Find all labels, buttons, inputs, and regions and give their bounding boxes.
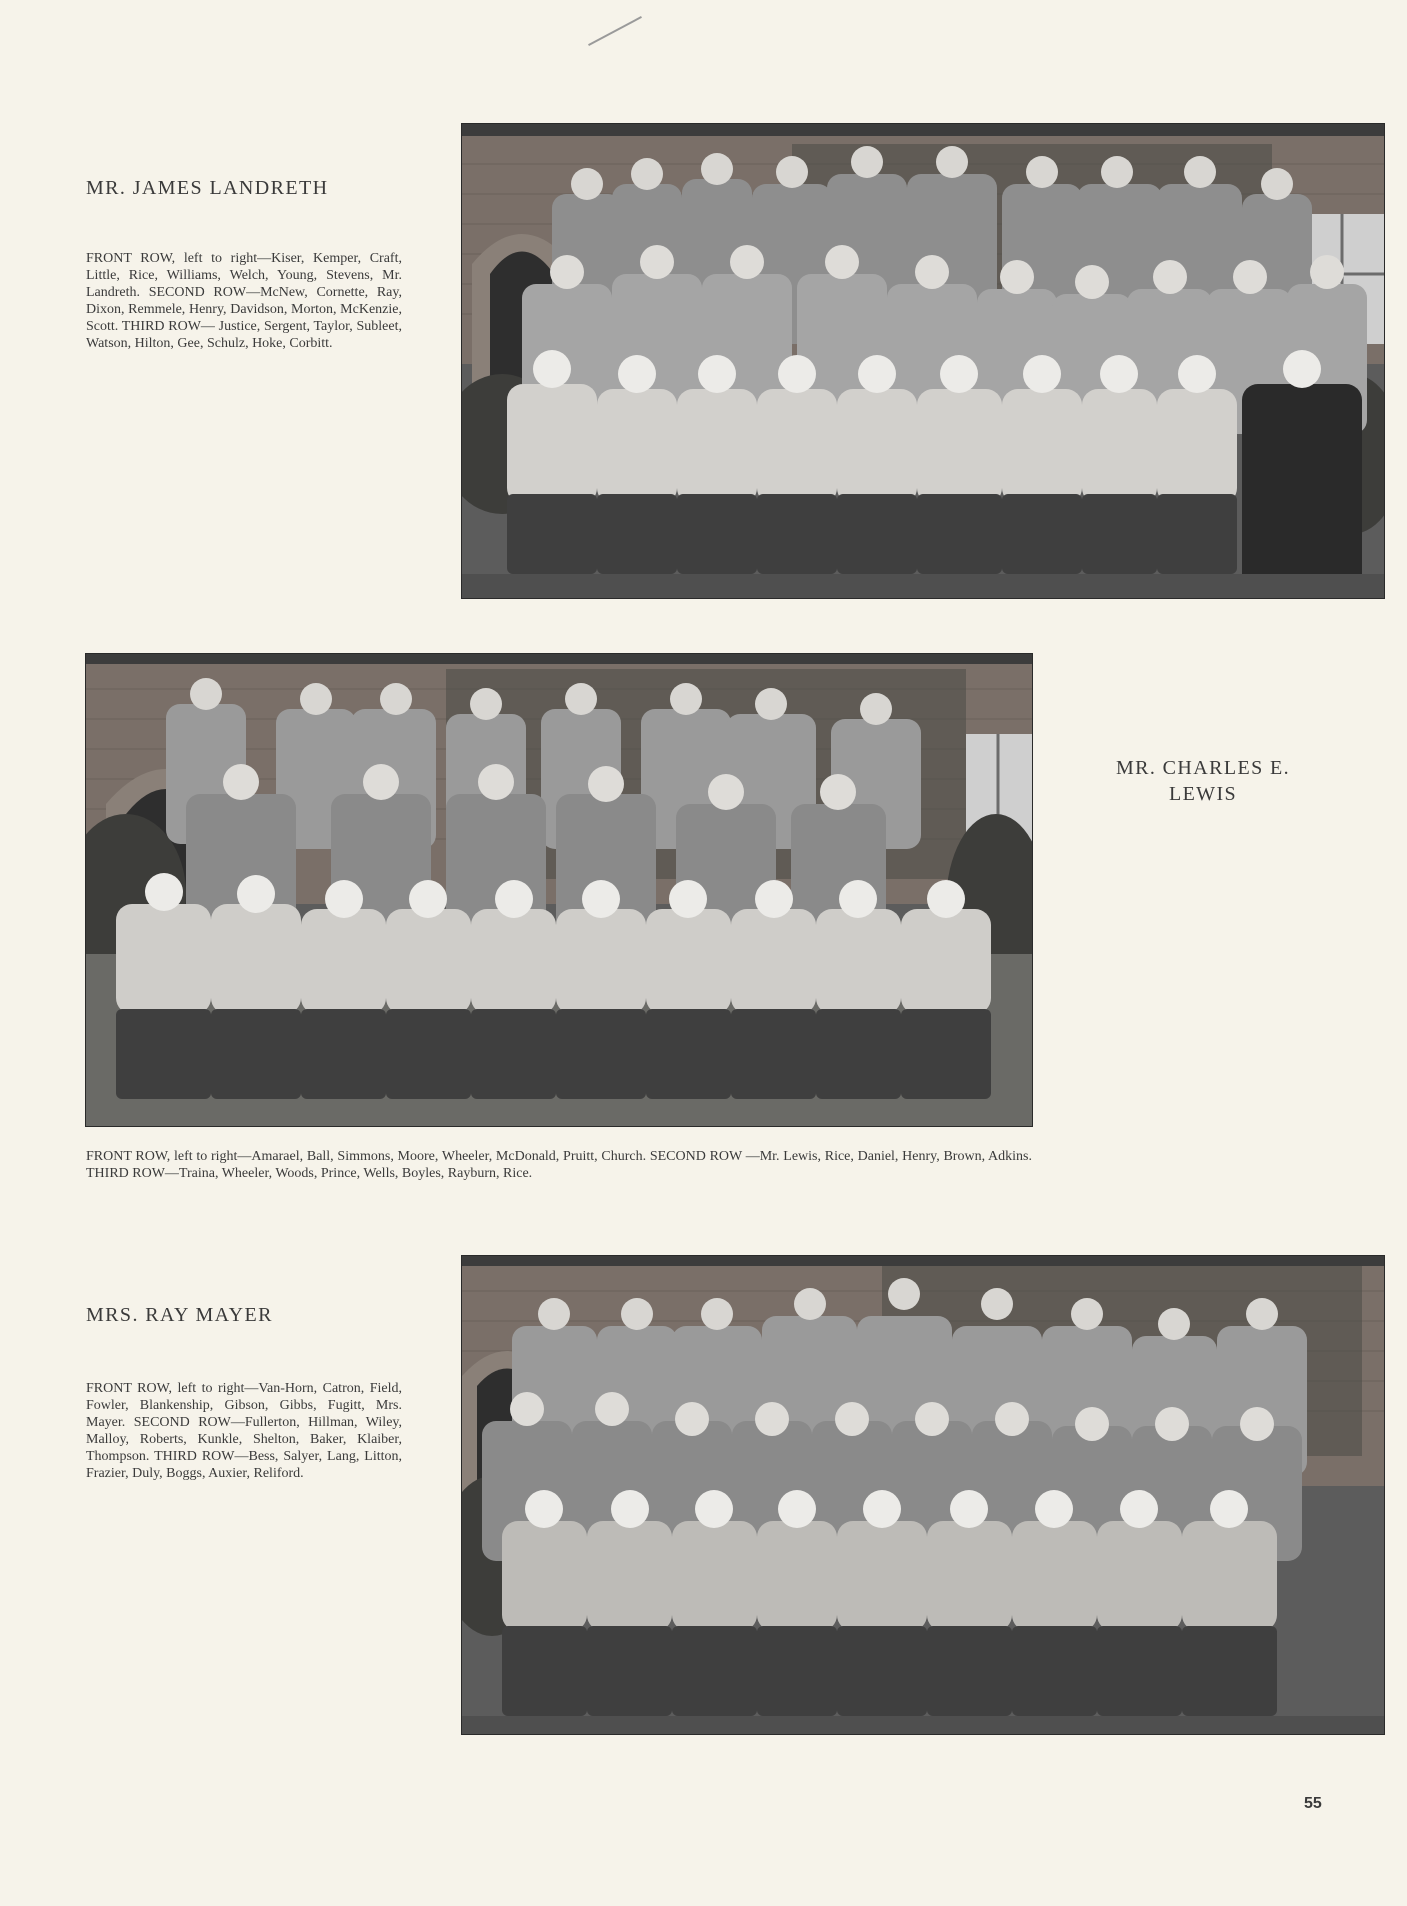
teacher-name-lewis <box>1088 755 1318 807</box>
class-photo-lewis <box>86 654 1032 1126</box>
page-number: 55 <box>1304 1795 1322 1812</box>
caption-mayer: FRONT ROW, left to right—Van-Horn, Catron, Field, Fowler, Blankenship, Gibson, Gibbs, Fugitt, Mrs. Mayer. SECOND ROW—Fullerton, Hillman, Wiley, Malloy, Roberts, Kunkle, Shelton, Baker, Klaiber, Thompson. THIRD ROW—Bess, Salyer, Lang, Litton, Frazier, Duly, Boggs, Auxier, Reliford. <box>86 1381 402 1481</box>
caption-landreth: FRONT ROW, left to right—Kiser, Kemper, Craft, Little, Rice, Williams, Welch, Young, Stevens, Mr. Landreth. SECOND ROW—McNew, Cornette, Ray, Dixon, Remmele, Henry, Davidson, Morton, McKenzie, Scott. THIRD ROW— Justice, Sergent, Taylor, Subleet, Watson, Hilton, Gee, Schulz, Hoke, Corbitt. <box>86 251 402 351</box>
class-photo-mayer <box>462 1256 1384 1734</box>
teacher-name-mayer: MRS. RAY MAYER <box>86 1304 273 1326</box>
class-photo-landreth <box>462 124 1384 598</box>
caption-lewis: FRONT ROW, left to right—Amarael, Ball, Simmons, Moore, Wheeler, McDonald, Pruitt, Church. SECOND ROW —Mr. Lewis, Rice, Daniel, Henry, Brown, Adkins. THIRD ROW—Traina, Wheeler, Woods, Prince, Wells, Boyles, Rayburn, Rice. <box>86 1149 1032 1181</box>
pencil-mark <box>588 16 642 46</box>
teacher-name-lewis-text: MR. CHARLES E. LEWIS <box>1115 757 1291 805</box>
teacher-name-landreth: MR. JAMES LANDRETH <box>86 177 329 199</box>
